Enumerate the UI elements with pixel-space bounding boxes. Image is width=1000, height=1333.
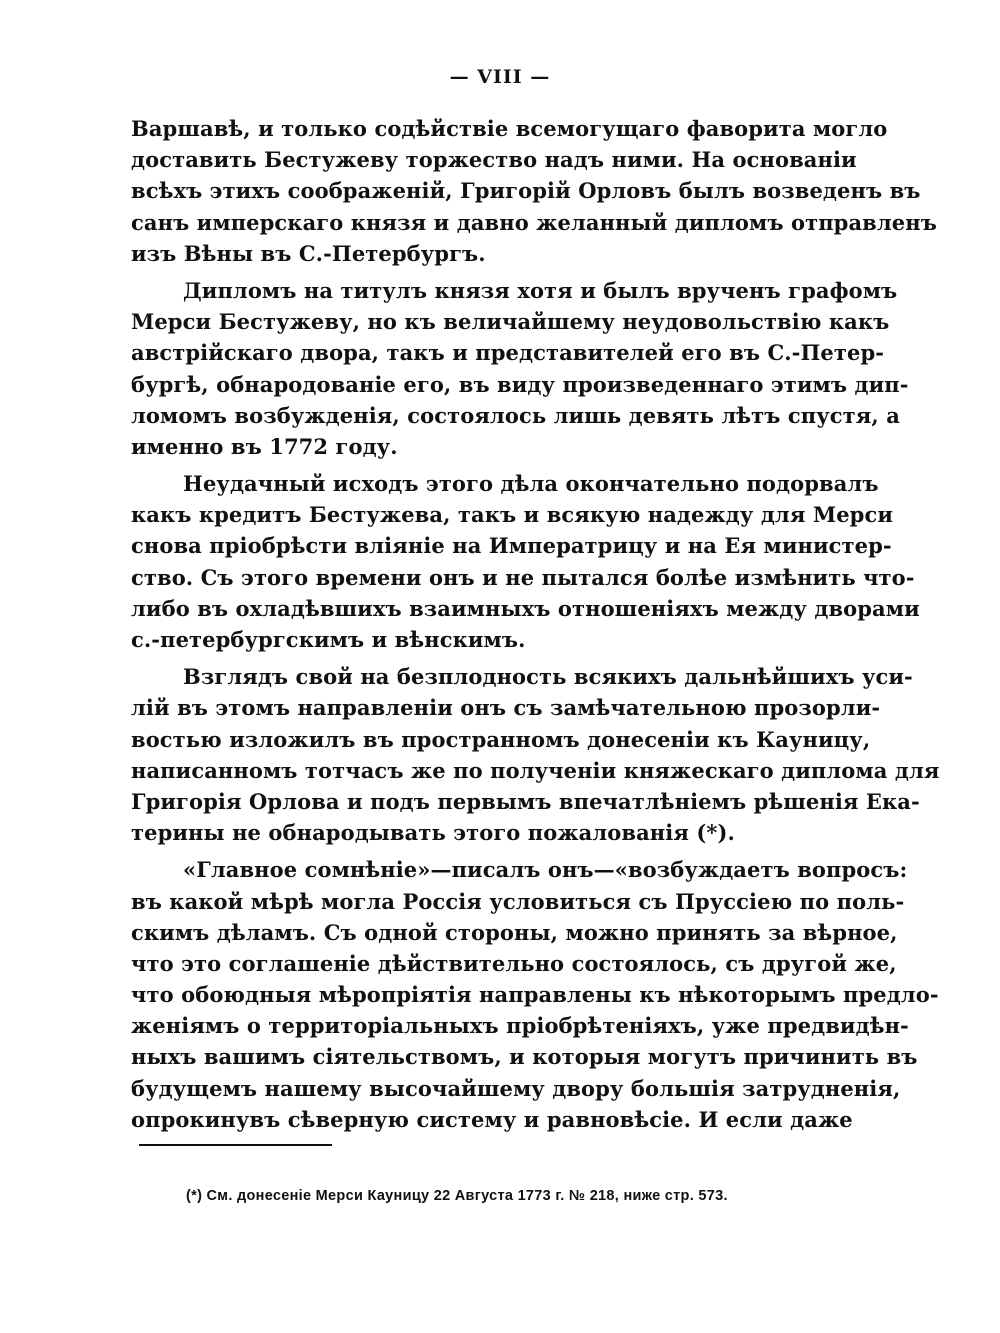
text-line: Мерси Бестужеву, но къ величайшему неудовольствію какъ	[131, 309, 890, 335]
text-line: Взглядъ свой на безплодность всякихъ дальнѣйшихъ уси-	[183, 664, 913, 690]
text-line: «Главное сомнѣніе»—писалъ онъ—«возбуждаетъ вопросъ:	[183, 857, 908, 883]
text-line: что обоюдныя мѣропріятія направлены къ нѣкоторымъ предло-	[131, 982, 939, 1008]
text-line: ство. Съ этого времени онъ и не пытался болѣе измѣнить что-	[131, 564, 915, 590]
text-line: написанномъ тотчасъ же по полученіи княжескаго диплома для	[131, 757, 940, 783]
text-line: ныхъ вашимъ сіятельствомъ, и которыя могутъ причинить въ	[131, 1044, 918, 1070]
page-number: — VIII —	[449, 66, 551, 88]
text-line: какъ кредитъ Бестужева, такъ и всякую надежду для Мерси	[131, 502, 894, 528]
text-line: именно въ 1772 году.	[131, 433, 398, 459]
text-line: австрійскаго двора, такъ и представителей его въ С.-Петер-	[131, 340, 885, 366]
text-line: либо въ охладѣвшихъ взаимныхъ отношеніяхъ между дворами	[131, 595, 920, 621]
text-line: женіямъ о территоріальныхъ пріобрѣтеніяхъ, уже предвидѣн-	[131, 1013, 909, 1039]
text-line: что это соглашеніе дѣйствительно состоялось, съ другой же,	[131, 950, 897, 976]
text-line: въ какой мѣрѣ могла Россія условиться съ Пруссіею по поль-	[131, 888, 905, 914]
text-line: Дипломъ на титулъ князя хотя и былъ врученъ графомъ	[183, 277, 898, 303]
text-line: всѣхъ этихъ соображеній, Григорій Орловъ былъ возведенъ въ	[131, 178, 921, 204]
text-line: скимъ дѣламъ. Съ одной стороны, можно принять за вѣрное,	[131, 919, 898, 945]
text-line: опрокинувъ сѣверную систему и равновѣсіе. И если даже	[131, 1106, 853, 1132]
text-line: терины не обнародывать этого пожалованія (*).	[131, 820, 735, 846]
text-line: бургѣ, обнародованіе его, въ виду произведеннаго этимъ дип-	[131, 371, 909, 397]
text-line: изъ Вѣны въ С.-Петербургъ.	[131, 240, 486, 266]
text-line: санъ имперскаго князя и давно желанный дипломъ отправленъ	[131, 209, 937, 235]
text-line: востью изложилъ въ пространномъ донесеніи къ Кауницу,	[131, 726, 871, 752]
text-line: Неудачный исходъ этого дѣла окончательно подорвалъ	[183, 471, 879, 497]
text-line: Григорія Орлова и подъ первымъ впечатлѣніемъ рѣшенія Ека-	[131, 788, 920, 814]
text-line: снова пріобрѣсти вліяніе на Императрицу и на Ея министер-	[131, 533, 892, 559]
body-text	[131, 113, 940, 1135]
text-line: с.-петербургскимъ и вѣнскимъ.	[131, 627, 526, 652]
text-line: ломомъ возбужденія, состоялось лишь девять лѣтъ спустя, а	[131, 402, 900, 428]
text-line: лій въ этомъ направленіи онъ съ замѣчательною прозорли-	[131, 695, 881, 721]
text-line: Варшавѣ, и только содѣйствіе всемогущаго фаворита могло	[131, 116, 888, 141]
footnote: (*) См. донесеніе Мерси Кауницу 22 Августа 1773 г. № 218, ниже стр. 573.	[186, 1188, 728, 1204]
footnote-divider	[139, 1144, 332, 1146]
text-line: доставить Бестужеву торжество надъ ними. На основаніи	[131, 147, 857, 173]
text-line: будущемъ нашему высочайшему двору большія затрудненія,	[131, 1075, 901, 1101]
